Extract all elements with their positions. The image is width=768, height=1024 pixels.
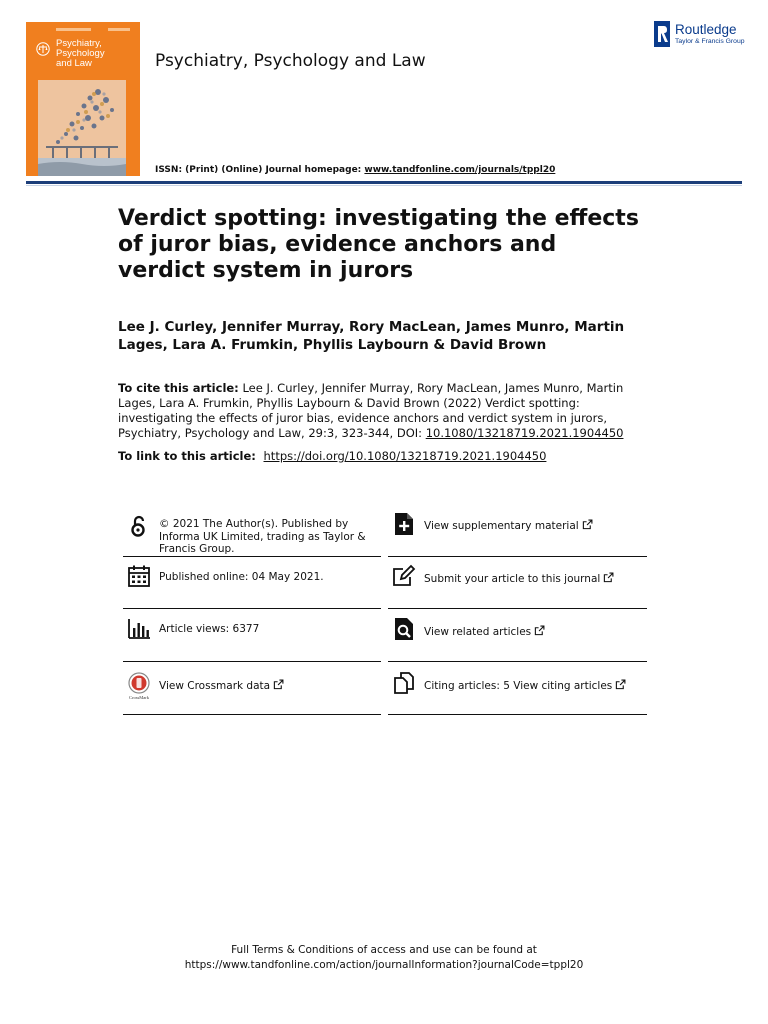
- article-views-text: Article views: 6377: [159, 623, 260, 635]
- header-divider-thin: [26, 185, 742, 186]
- published-online-text: Published online: 04 May 2021.: [159, 571, 324, 583]
- routledge-logo-icon: [652, 20, 672, 48]
- issn-label: ISSN: (Print) (Online) Journal homepage:: [155, 165, 362, 175]
- header-divider: [26, 181, 742, 184]
- footer-terms-link[interactable]: https://www.tandfonline.com/action/journalInformation?journalCode=tppl20: [184, 959, 584, 971]
- published-online-info: [123, 564, 381, 609]
- external-link-icon: [603, 572, 614, 583]
- external-link-icon: [582, 519, 593, 530]
- supplementary-text: View supplementary material: [424, 520, 579, 532]
- citing-articles-link[interactable]: [388, 670, 647, 715]
- cover-title: Psychiatry, Psychology and Law: [56, 38, 105, 69]
- svg-text:CrossMark: CrossMark: [129, 695, 149, 700]
- submit-article-link[interactable]: [388, 564, 647, 609]
- footer-line-1: Full Terms & Conditions of access and use can be found at: [231, 944, 537, 956]
- copy-documents-icon: [392, 670, 416, 694]
- external-link-icon: [534, 625, 545, 636]
- citing-articles-text: Citing articles: 5 View citing articles: [424, 680, 613, 692]
- related-articles-link[interactable]: [388, 617, 647, 662]
- cite-label: To cite this article:: [118, 381, 239, 395]
- cover-top-stripe: [26, 28, 140, 31]
- article-doi-link[interactable]: https://doi.org/10.1080/13218719.2021.1904450: [263, 449, 547, 463]
- calendar-icon: [127, 564, 151, 588]
- crossmark-link[interactable]: [123, 670, 381, 715]
- cite-text: Lee J. Curley, Jennifer Murray, Rory MacLean, James Munro, Martin Lages, Lara A. Frumkin, Phyllis Laybourn & David Brown (2022) Verdict spotting: investigating the effects of juror bias, evidence anchors and verdict system in jurors, Psychiatry, Psychology and Law, 29:3, 323-344, DOI:: [118, 381, 624, 440]
- publisher-subtitle: Taylor & Francis Group: [675, 38, 745, 45]
- link-label: To link to this article:: [118, 449, 256, 463]
- journal-cover: [26, 22, 140, 176]
- edit-icon: [392, 564, 416, 588]
- publisher-name: Routledge: [675, 22, 737, 37]
- journal-name: Psychiatry, Psychology and Law: [155, 51, 426, 71]
- cover-artwork: [38, 80, 126, 176]
- terms-footer: [0, 943, 768, 973]
- scales-of-justice-icon: [36, 42, 50, 56]
- article-views-info: [123, 617, 381, 662]
- cite-doi-link[interactable]: 10.1080/13218719.2021.1904450: [425, 426, 624, 440]
- external-link-icon: [615, 679, 626, 690]
- open-access-icon: [127, 514, 151, 538]
- publisher-logo: [652, 20, 752, 50]
- open-access-info: [123, 512, 381, 557]
- search-document-icon: [392, 617, 416, 641]
- article-authors: Lee J. Curley, Jennifer Murray, Rory MacLean, James Munro, Martin Lages, Lara A. Frumkin, Phyllis Laybourn & David Brown: [118, 319, 625, 353]
- crossmark-text: View Crossmark data: [159, 680, 271, 692]
- citation-block: [118, 381, 658, 441]
- supplementary-material-link[interactable]: [388, 512, 647, 557]
- journal-homepage-link[interactable]: www.tandfonline.com/journals/tppl20: [364, 165, 556, 175]
- crossmark-icon: [127, 672, 151, 700]
- related-articles-text: View related articles: [424, 626, 532, 638]
- add-file-icon: [392, 512, 416, 536]
- open-access-text: © 2021 The Author(s). Published by Informa UK Limited, trading as Taylor & Francis Group.: [159, 518, 366, 555]
- external-link-icon: [273, 679, 284, 690]
- submit-text: Submit your article to this journal: [424, 573, 601, 585]
- bar-chart-icon: [127, 617, 151, 641]
- issn-line: [155, 165, 555, 175]
- article-link-block: [118, 449, 658, 463]
- article-title: Verdict spotting: investigating the effects of juror bias, evidence anchors and verdict system in jurors: [118, 206, 639, 283]
